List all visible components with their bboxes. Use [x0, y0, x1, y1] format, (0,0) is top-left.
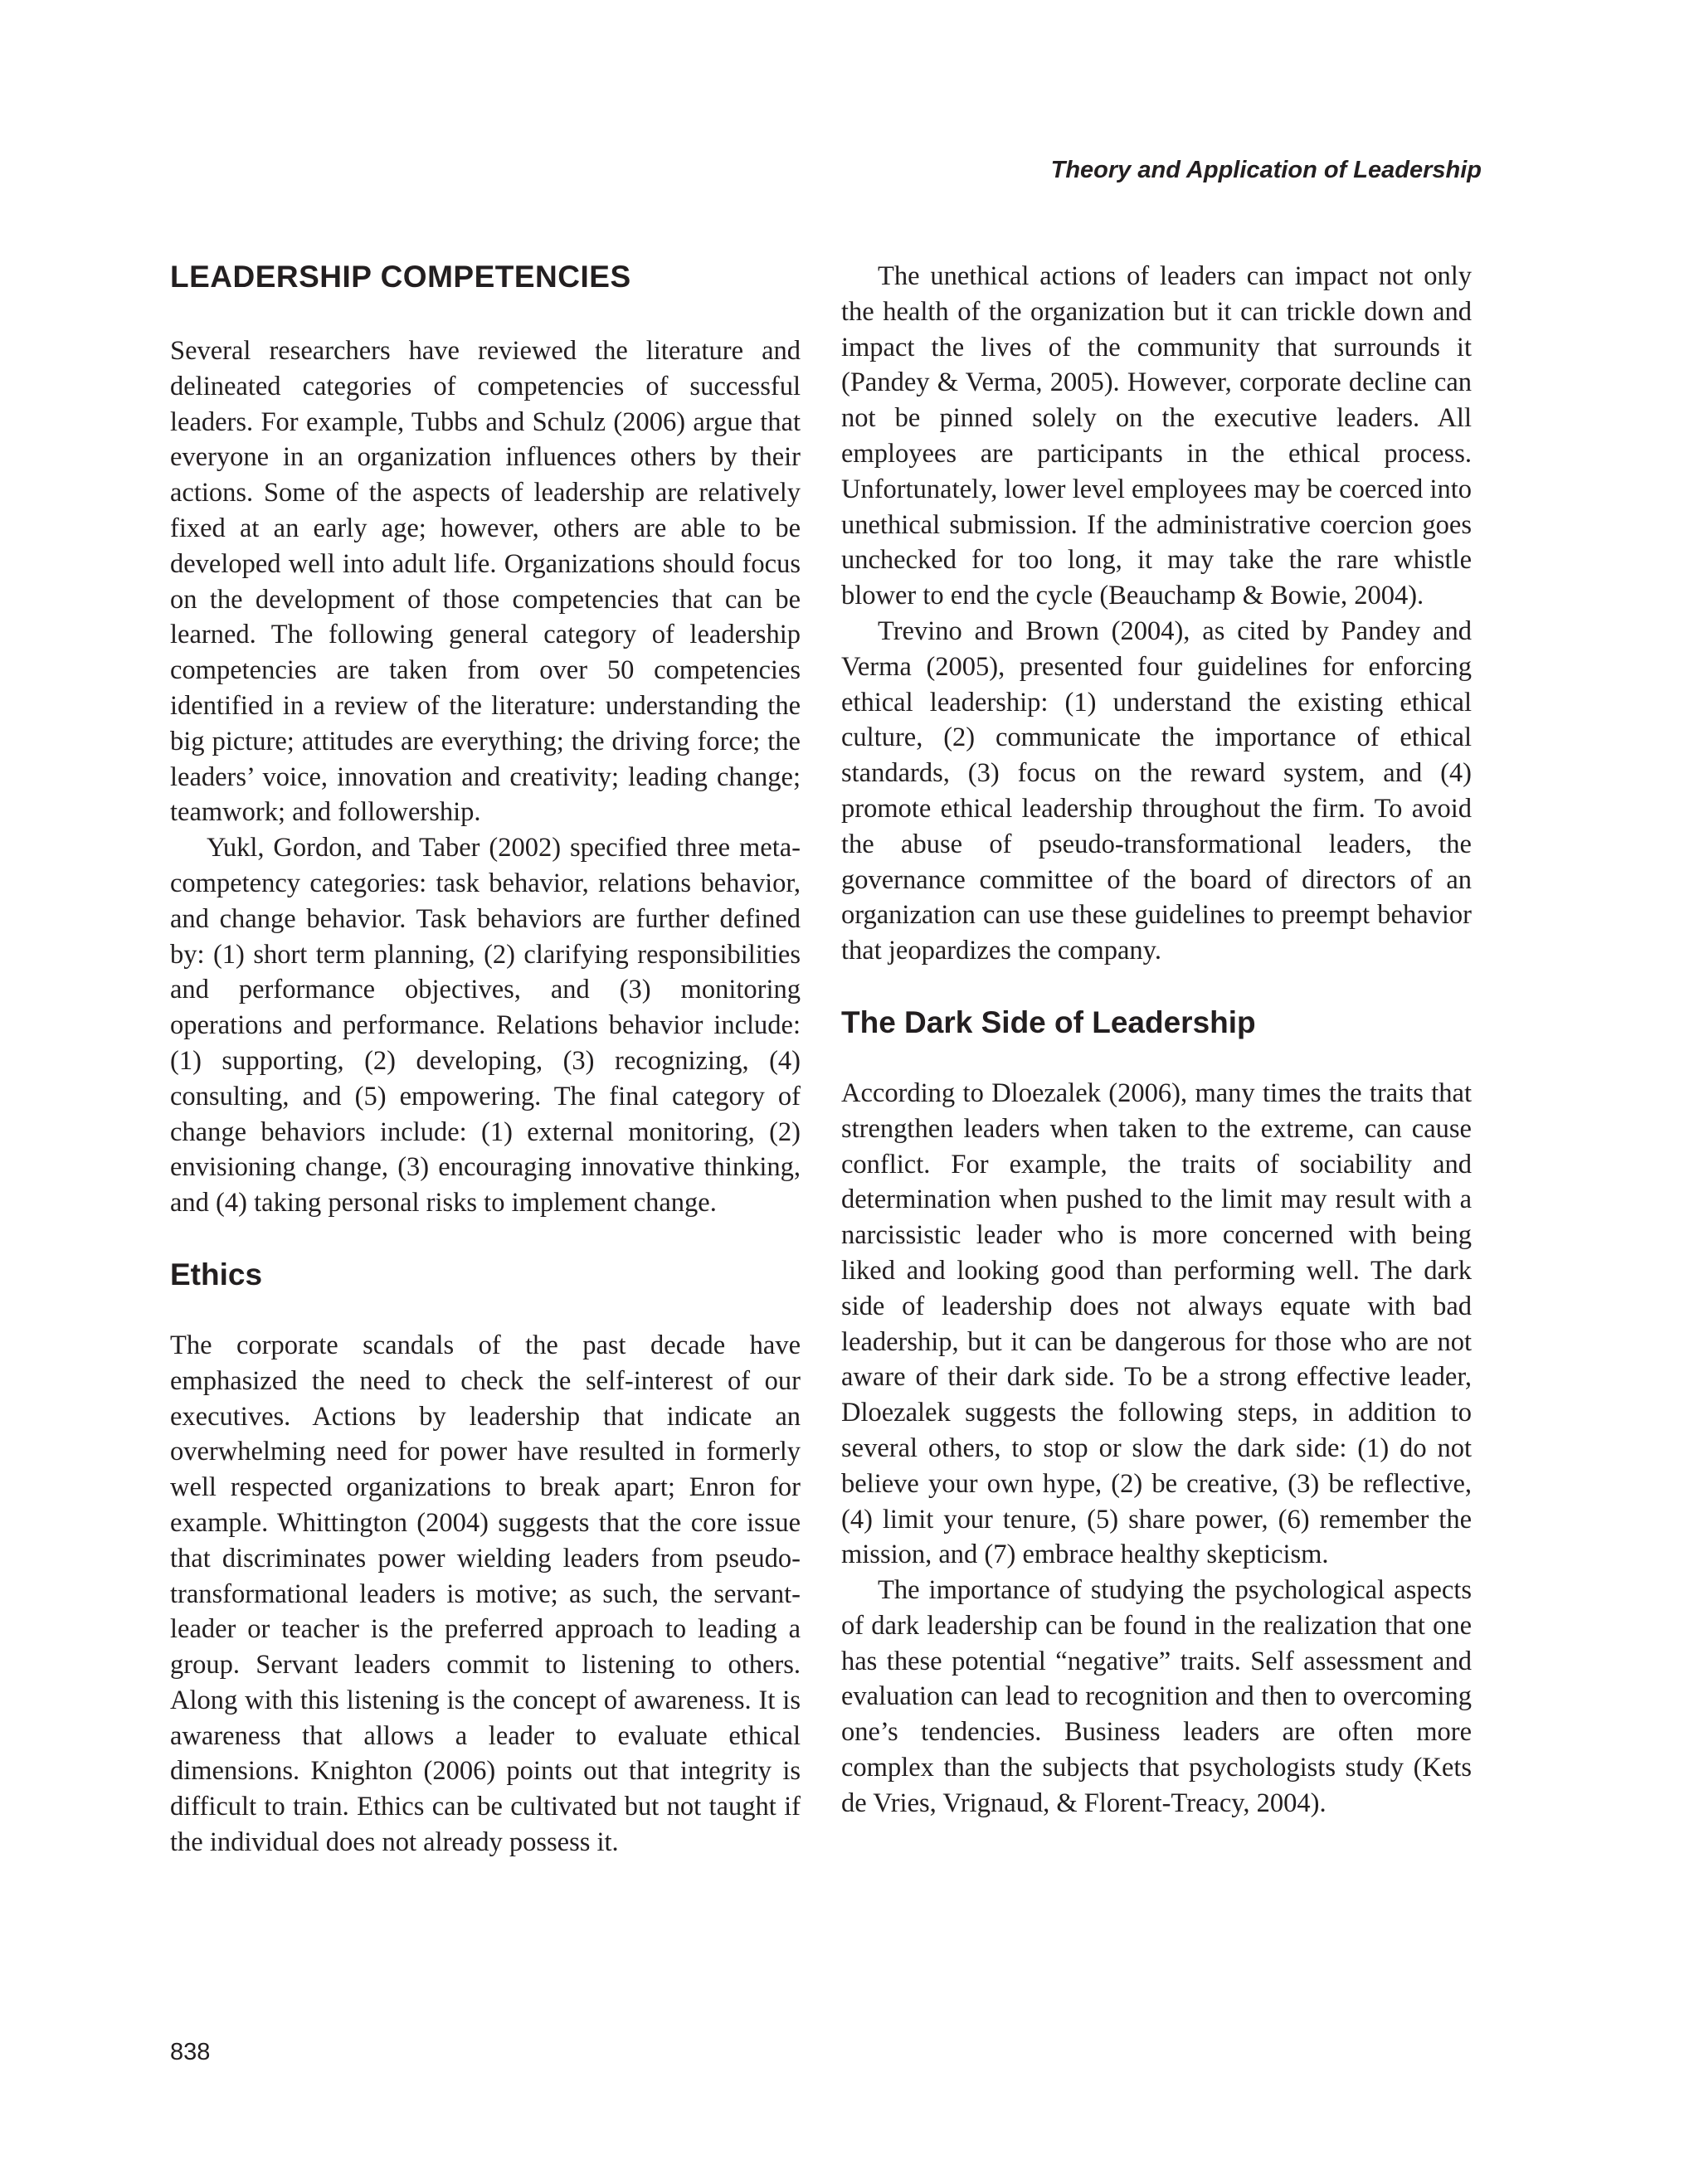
paragraph-dark-side: According to Dloezalek (2006), many times the traits that strengthen leaders when taken to the extreme, can cause conflict. For example, the traits of sociability and determination when pushed to the limit may result with a narcissistic leader who is more concerned with being liked and looking good than performing well. The dark side of leadership does not always equate with bad leadership, but it can be dangerous for those who are not aware of their dark side. To be a strong effective leader, Dloezalek suggests the following steps, in addition to several others, to stop or slow the dark side: (1) do not believe your own hype, (2) be creative, (3) be reflective, (4) limit your tenure, (5) share power, (6) remember the mission, and (7) embrace healthy skepticism.	[841, 1077, 1472, 1570]
paragraph-psychological-aspects: The importance of studying the psychological aspects of dark leadership can be found in the realization that one has these potential “negative” traits. Self assessment and evaluation can lead to recognition and then to overcoming one’s tendencies. Business leaders are often more complex than the subjects that psychologists study (Kets de Vries, Vrignaud, & Florent-Treacy, 2004).	[841, 1575, 1472, 1818]
page-number: 838	[170, 2039, 211, 2065]
left-column	[170, 259, 801, 1861]
section-title-ethics: Ethics	[170, 1257, 263, 1291]
section-title-dark-side: The Dark Side of Leadership	[841, 1004, 1256, 1039]
running-header: Theory and Application of Leadership	[1050, 157, 1482, 183]
paragraph-competencies-intro: Several researchers have reviewed the literature and delineated categories of competencies of successful leaders. For example, Tubbs and Schulz (2006) argue that everyone in an organization influences others by their actions. Some of the aspects of leadership are relatively fixed at an early age; however, others are able to be developed well into adult life. Organizations should focus on the development of those competencies that can be learned. The following general category of leadership competencies are taken from over 50 competencies identified in a review of the literature: understanding the big picture; attitudes are everything; the driving force; the leaders’ voice, innovation and creativity; leading change; teamwork; and followership.	[170, 336, 801, 828]
paragraph-unethical-actions: The unethical actions of leaders can impact not only the health of the organization but it can trickle down and impact the lives of the community that surrounds it (Pandey & Verma, 2005). However, corporate decline can not be pinned solely on the executive leaders. All employees are participants in the ethical process. Unfortunately, lower level employees may be coerced into unethical submission. If the administrative coercion goes unchecked for too long, it may take the rare whistle blower to end the cycle (Beauchamp & Bowie, 2004).	[841, 261, 1472, 611]
paragraph-guidelines: Trevino and Brown (2004), as cited by Pandey and Verma (2005), presented four guidelines for enforcing ethical leadership: (1) understand the existing ethical culture, (2) communicate the importance of ethical standards, (3) focus on the reward system, and (4) promote ethical leadership throughout the firm. To avoid the abuse of pseudo-transformational leaders, the governance committee of the board of directors of an organization can use these guidelines to preempt behavior that jeopardizes the company.	[841, 615, 1472, 966]
right-column	[841, 259, 1472, 1822]
section-title-leadership-competencies: LEADERSHIP COMPETENCIES	[170, 260, 631, 294]
paragraph-meta-competencies: Yukl, Gordon, and Taber (2002) specified three meta-competency categories: task behavior, relations behavior, and change behavior. Task behaviors are further defined by: (1) short term planning, (2) clarifying responsibilities and performance objectives, and (3) monitoring operations and performance. Relations behavior include: (1) supporting, (2) developing, (3) recognizing, (4) consulting, and (5) empowering. The final category of change behaviors include: (1) external monitoring, (2) envisioning change, (3) encouraging innovative thinking, and (4) taking personal risks to implement change.	[170, 833, 801, 1218]
paragraph-ethics: The corporate scandals of the past decade have emphasized the need to check the self-interest of our executives. Actions by leadership that indicate an overwhelming need for power have resulted in formerly well respected organizations to break apart; Enron for example. Whittington (2004) suggests that the core issue that discriminates power wielding leaders from pseudo-transformational leaders is motive; as such, the servant-leader or teacher is the preferred approach to leading a group. Servant leaders commit to listening to others. Along with this listening is the concept of awareness. It is awareness that allows a leader to evaluate ethical dimensions. Knighton (2006) points out that integrity is difficult to train. Ethics can be cultivated but not taught if the individual does not already possess it.	[170, 1330, 801, 1858]
